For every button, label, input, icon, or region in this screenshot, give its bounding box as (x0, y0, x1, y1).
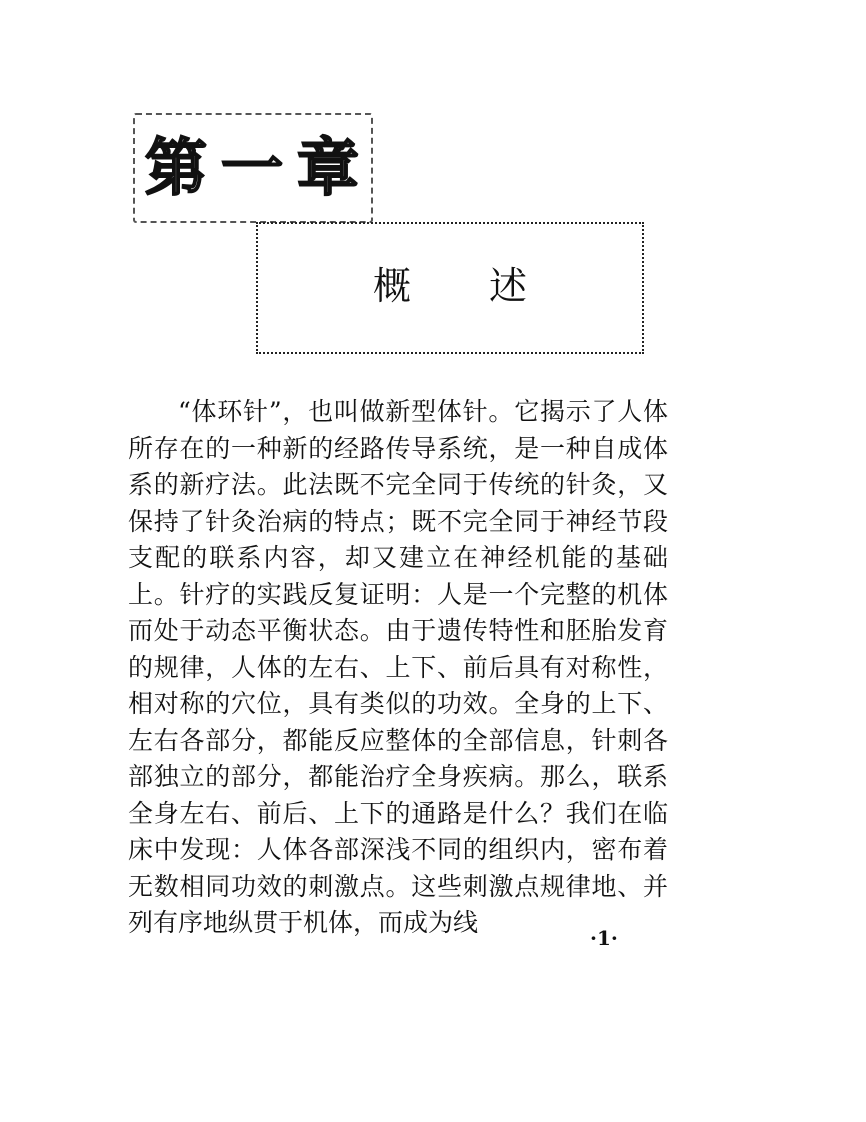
body-text (128, 394, 668, 942)
page-number: ·1· (590, 926, 618, 950)
section-title: 概述 (372, 264, 605, 308)
body-paragraph: “体环针”，也叫做新型体针。它揭示了人体所存在的一种新的经路传导系统，是一种自成体系的新疗法。此法既不完全同于传统的针灸，又保持了针灸治病的特点；既不完全同于神经节段支配的联系内容，却又建立在神经机能的基础上。针疗的实践反复证明：人是一个完整的机体而处于动态平衡状态。由于遗传特性和胚胎发育的规律，人体的左右、上下、前后具有对称性，相对称的穴位，具有类似的功效。全身的上下、左右各部分，都能反应整体的全部信息，针刺各部独立的部分，都能治疗全身疾病。那么，联系全身左右、前后、上下的通路是什么？我们在临床中发现：人体各部深浅不同的组织内，密布着无数相同功效的刺激点。这些刺激点规律地、并列有序地纵贯于机体，而成为线 (128, 397, 668, 937)
chapter-title: 第一章 (145, 131, 374, 204)
